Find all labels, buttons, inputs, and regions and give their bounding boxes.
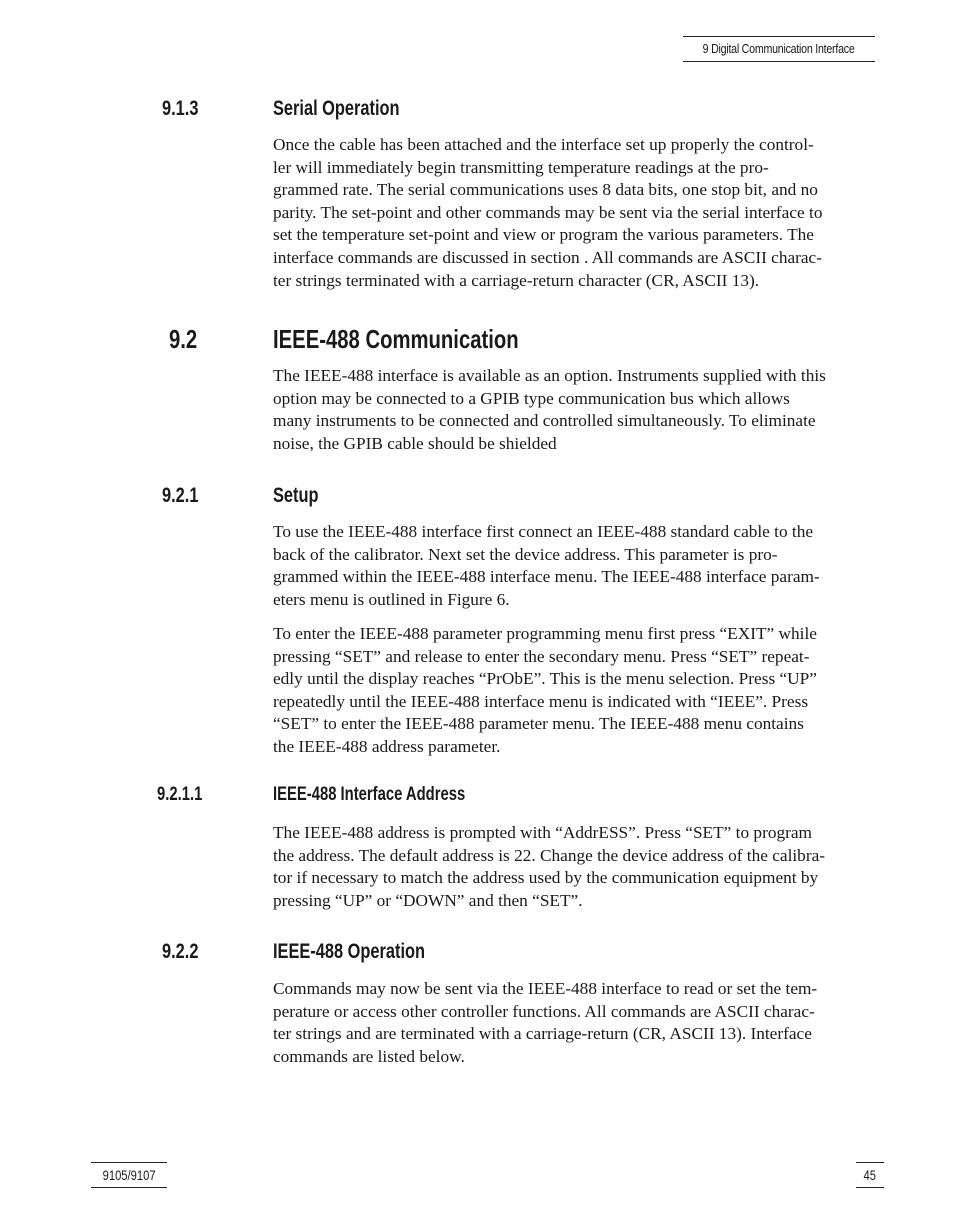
- section-title: IEEE-488 Communication: [273, 324, 519, 354]
- text-line: interface commands are discussed in section . All commands are ASCII charac-: [273, 247, 822, 267]
- text-line: Commands may now be sent via the IEEE-488 interface to read or set the tem-: [273, 979, 818, 998]
- paragraph-setup-1: [273, 521, 893, 611]
- text-line: The IEEE-488 interface is available as an option. Instruments supplied with this: [273, 366, 826, 385]
- text-line: Once the cable has been attached and the interface set up properly the control-: [273, 135, 814, 154]
- paragraph-ieee488-operation: [273, 978, 893, 1068]
- text-line: set the temperature set-point and view or program the various parameters. The: [273, 225, 814, 245]
- text-line: ter strings and are terminated with a carriage-return (CR, ASCII 13). Interface: [273, 1024, 812, 1044]
- section-number: 9.2.2: [162, 940, 199, 963]
- text-line: “SET” to enter the IEEE-488 parameter menu. The IEEE-488 menu contains: [273, 714, 804, 734]
- heading-serial-operation: [0, 97, 954, 123]
- text-line: many instruments to be connected and controlled simultaneously. To eliminate: [273, 411, 816, 431]
- running-header-text: 9 Digital Communication Interface: [703, 41, 855, 56]
- text-line: perature or access other controller functions. All commands are ASCII charac-: [273, 1001, 815, 1021]
- text-line: eters menu is outlined in Figure 6.: [273, 589, 510, 609]
- text-line: the IEEE-488 address parameter.: [273, 736, 501, 756]
- heading-ieee488-communication: [0, 324, 954, 356]
- text-line: ler will immediately begin transmitting temperature readings at the pro-: [273, 157, 769, 177]
- section-number: 9.2: [169, 324, 198, 354]
- running-header: [683, 36, 875, 62]
- footer-model: [91, 1162, 167, 1188]
- heading-interface-address: [0, 784, 954, 808]
- text-line: the address. The default address is 22. Change the device address of the calibra-: [273, 845, 826, 865]
- heading-setup: [0, 484, 954, 510]
- text-line: grammed within the IEEE-488 interface menu. The IEEE-488 interface param-: [273, 567, 820, 587]
- text-line: grammed rate. The serial communications uses 8 data bits, one stop bit, and no: [273, 180, 818, 200]
- text-line: repeatedly until the IEEE-488 interface menu is indicated with “IEEE”. Press: [273, 691, 809, 711]
- text-line: To enter the IEEE-488 parameter programming menu first press “EXIT” while: [273, 624, 817, 643]
- text-line: parity. The set-point and other commands may be sent via the serial interface to: [273, 202, 823, 222]
- section-title: IEEE-488 Operation: [273, 940, 426, 963]
- text-line: pressing “SET” and release to enter the secondary menu. Press “SET” repeat-: [273, 646, 810, 666]
- footer-page-number-text: 45: [863, 1167, 877, 1183]
- text-line: pressing “UP” or “DOWN” and then “SET”.: [273, 890, 583, 910]
- footer-model-text: 9105/9107: [102, 1167, 156, 1183]
- section-title: Serial Operation: [273, 97, 400, 120]
- heading-ieee488-operation: [0, 940, 954, 966]
- section-number: 9.2.1.1: [157, 784, 203, 805]
- text-line: commands are listed below.: [273, 1046, 465, 1066]
- paragraph-setup-2: [273, 623, 893, 759]
- text-line: noise, the GPIB cable should be shielded: [273, 433, 557, 453]
- paragraph-serial-operation: [273, 134, 893, 292]
- footer-page-number: [856, 1162, 884, 1188]
- text-line: The IEEE-488 address is prompted with “AddrESS”. Press “SET” to program: [273, 823, 812, 842]
- text-line: back of the calibrator. Next set the device address. This parameter is pro-: [273, 544, 778, 564]
- text-line: tor if necessary to match the address used by the communication equipment by: [273, 868, 819, 888]
- section-title: Setup: [273, 484, 319, 507]
- text-line: ter strings terminated with a carriage-return character (CR, ASCII 13).: [273, 270, 760, 290]
- section-title: IEEE-488 Interface Address: [273, 784, 466, 805]
- text-line: edly until the display reaches “PrObE”. This is the menu selection. Press “UP”: [273, 669, 817, 689]
- section-number: 9.2.1: [162, 484, 199, 507]
- section-number: 9.1.3: [162, 97, 199, 120]
- paragraph-ieee488-communication: [273, 365, 893, 455]
- paragraph-interface-address: [273, 822, 893, 912]
- text-line: To use the IEEE-488 interface first connect an IEEE-488 standard cable to the: [273, 522, 814, 541]
- text-line: option may be connected to a GPIB type communication bus which allows: [273, 388, 790, 408]
